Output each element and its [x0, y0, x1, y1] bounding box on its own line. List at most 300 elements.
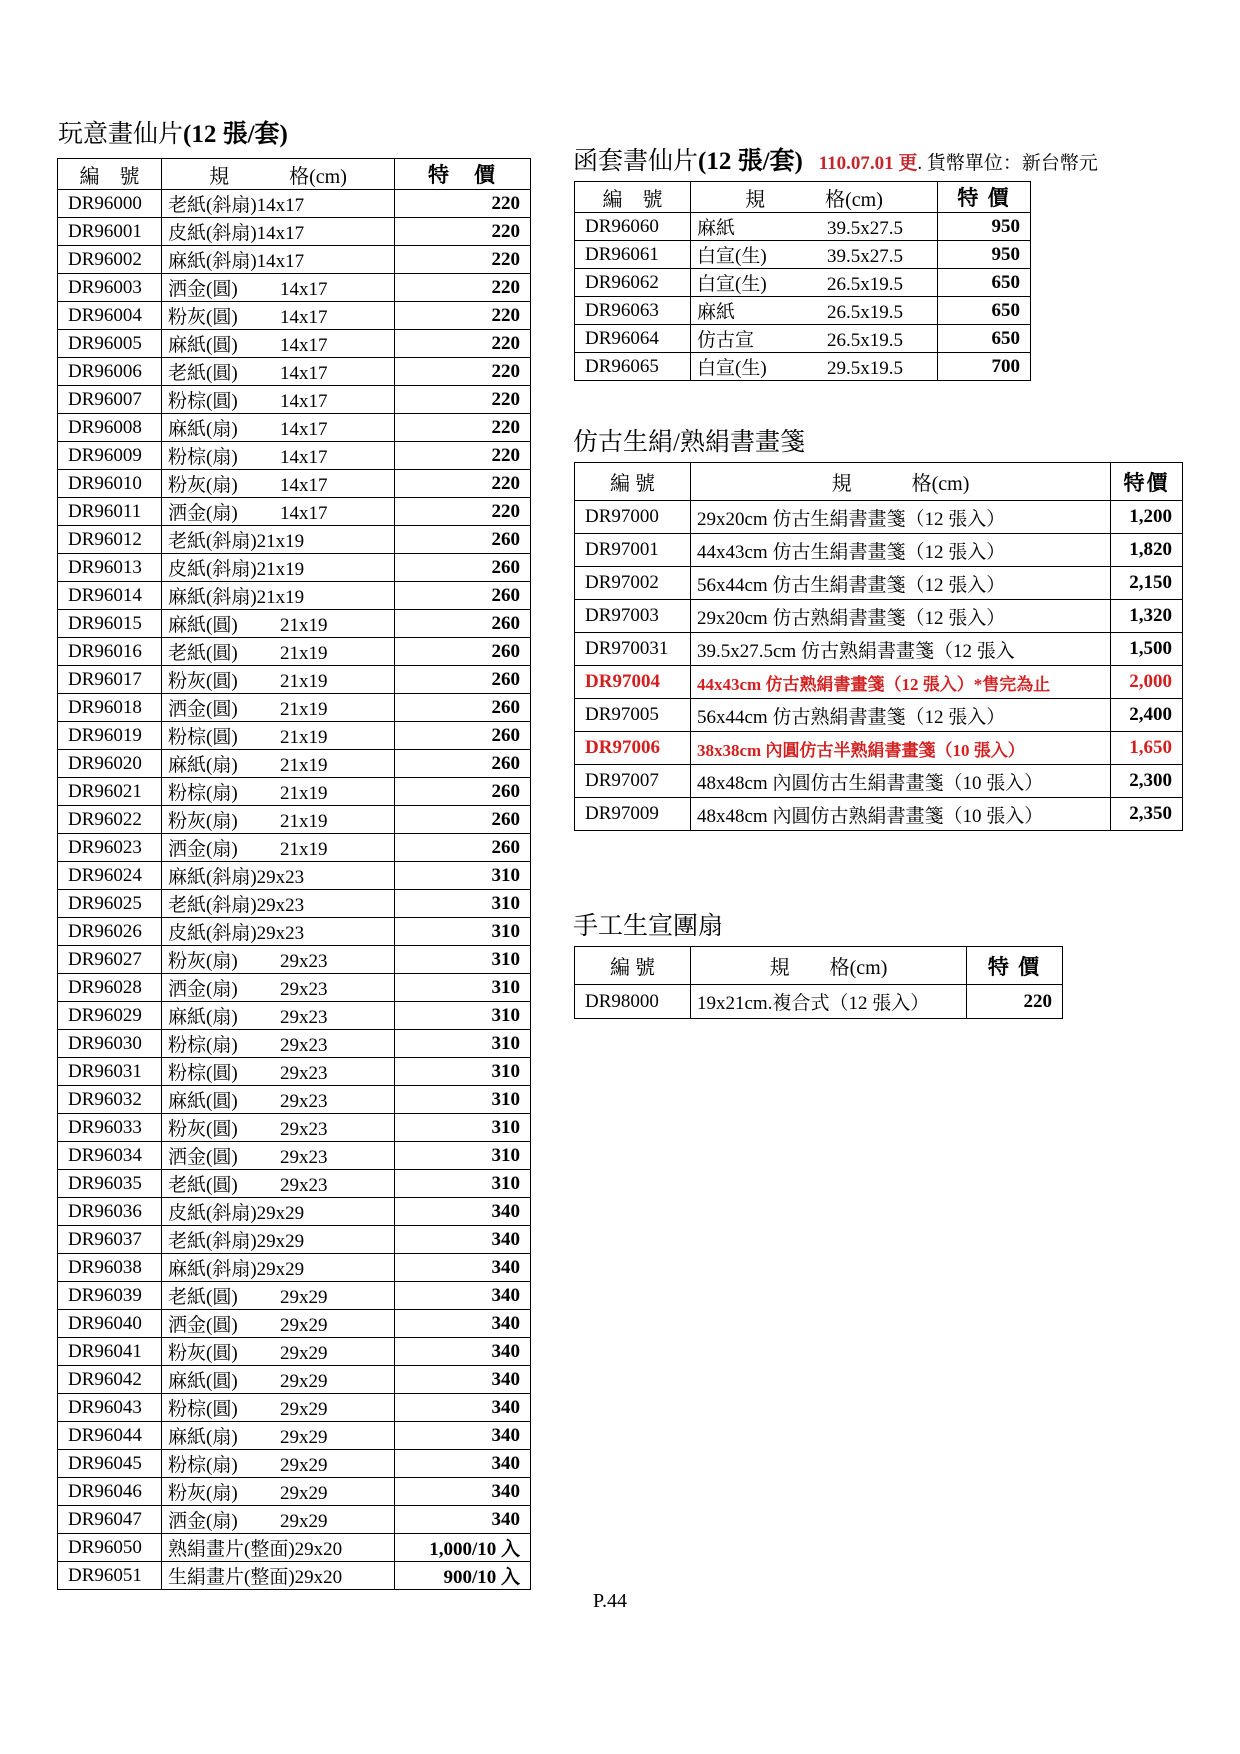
item-code: DR96046	[58, 1478, 162, 1506]
item-material: 粉棕(扇)	[168, 1455, 238, 1476]
item-price: 310	[395, 1114, 531, 1142]
item-spec	[162, 1478, 395, 1506]
item-price: 700	[938, 353, 1031, 381]
item-price: 340	[395, 1226, 531, 1254]
col-header-code: 編 號	[575, 182, 691, 213]
item-price: 900/10 入	[395, 1562, 531, 1590]
item-material: 老紙(圓)	[168, 363, 238, 384]
item-spec	[162, 946, 395, 974]
item-code: DR96025	[58, 890, 162, 918]
item-spec: 29x20cm 仿古生絹書畫箋（12 張入）	[691, 501, 1111, 534]
item-material: 洒金(圓)	[168, 1147, 238, 1168]
item-material: 白宣(生)	[697, 274, 767, 295]
table-row	[58, 1226, 531, 1254]
table-row	[58, 302, 531, 330]
item-code: DR96007	[58, 386, 162, 414]
item-code: DR96012	[58, 526, 162, 554]
item-code: DR970031	[575, 633, 691, 666]
item-price: 340	[395, 1450, 531, 1478]
item-price: 1,320	[1111, 600, 1183, 633]
item-spec	[162, 1310, 395, 1338]
item-code: DR96001	[58, 218, 162, 246]
item-material: 洒金(扇)	[168, 503, 238, 524]
item-size: 29x23	[280, 1147, 328, 1168]
table-row	[575, 269, 1031, 297]
item-code: DR96060	[575, 213, 691, 241]
item-material: 麻紙(扇)	[168, 419, 238, 440]
item-price: 340	[395, 1422, 531, 1450]
item-size: 29x23	[256, 923, 305, 944]
item-code: DR96030	[58, 1030, 162, 1058]
item-price: 650	[938, 325, 1031, 353]
item-size: 29x29	[280, 1315, 328, 1336]
table-row	[58, 666, 531, 694]
item-spec	[691, 353, 938, 381]
item-material: 老紙(斜扇)	[168, 531, 257, 552]
item-price: 950	[938, 241, 1031, 269]
item-code: DR96039	[58, 1282, 162, 1310]
item-price: 2,300	[1111, 765, 1183, 798]
table-row	[58, 1450, 531, 1478]
item-price: 340	[395, 1310, 531, 1338]
item-spec	[162, 1366, 395, 1394]
item-size: 21x19	[280, 783, 328, 804]
item-size: 29x23	[280, 979, 328, 1000]
item-size: 29x23	[280, 1175, 328, 1196]
item-spec	[162, 610, 395, 638]
item-price: 2,350	[1111, 798, 1183, 831]
item-price: 310	[395, 1002, 531, 1030]
item-price: 220	[967, 985, 1063, 1019]
item-spec	[162, 1142, 395, 1170]
table-row	[58, 1562, 531, 1590]
item-code: DR96021	[58, 778, 162, 806]
item-code: DR96016	[58, 638, 162, 666]
table-row	[58, 918, 531, 946]
item-size: 21x19	[280, 615, 328, 636]
item-spec	[691, 269, 938, 297]
item-spec	[162, 1086, 395, 1114]
table-row	[58, 498, 531, 526]
table-row	[575, 633, 1183, 666]
item-material: 麻紙(圓)	[168, 615, 238, 636]
item-material: 粉灰(圓)	[168, 307, 238, 328]
table-row	[575, 534, 1183, 567]
table-row	[58, 274, 531, 302]
item-spec	[691, 325, 938, 353]
section3-title: 仿古生絹/熟絹書畫箋	[573, 429, 805, 456]
item-size: 29x29	[280, 1343, 328, 1364]
item-price: 340	[395, 1282, 531, 1310]
col-header-spec: 規 格(cm)	[162, 159, 395, 190]
item-price: 260	[395, 834, 531, 862]
item-material: 老紙(斜扇)	[168, 195, 257, 216]
item-code: DR96040	[58, 1310, 162, 1338]
table-row	[58, 526, 531, 554]
section4-title: 手工生宣團扇	[573, 913, 724, 940]
table-row	[58, 890, 531, 918]
table-row	[58, 1478, 531, 1506]
item-material: 麻紙(圓)	[168, 1371, 238, 1392]
item-price: 340	[395, 1338, 531, 1366]
item-material: 白宣(生)	[697, 358, 767, 379]
section3-price-table	[574, 462, 1183, 831]
item-material: 粉棕(扇)	[168, 1035, 238, 1056]
item-material: 麻紙	[697, 302, 736, 323]
item-spec	[162, 834, 395, 862]
table-row	[58, 1506, 531, 1534]
item-price: 220	[395, 442, 531, 470]
item-spec	[162, 1562, 395, 1590]
table-row	[58, 1422, 531, 1450]
item-material: 麻紙(扇)	[168, 1007, 238, 1028]
item-size: 29x29	[256, 1231, 305, 1252]
table-row	[58, 1030, 531, 1058]
item-code: DR98000	[575, 985, 691, 1019]
item-material: 麻紙(斜扇)	[168, 1259, 257, 1280]
item-material: 白宣(生)	[697, 246, 767, 267]
table-row	[58, 1534, 531, 1562]
item-spec	[162, 582, 395, 610]
item-price: 1,820	[1111, 534, 1183, 567]
item-material: 粉灰(扇)	[168, 951, 238, 972]
item-size: 29x23	[256, 895, 305, 916]
item-spec	[162, 526, 395, 554]
item-material: 仿古宣	[697, 330, 755, 351]
item-size: 29x23	[256, 867, 305, 888]
table-row	[58, 470, 531, 498]
table-row	[58, 834, 531, 862]
currency-note: . 貨幣單位：新台幣元	[917, 153, 1098, 174]
item-price: 2,150	[1111, 567, 1183, 600]
item-price: 220	[395, 470, 531, 498]
section2-title	[573, 147, 1098, 179]
item-material: 老紙(圓)	[168, 643, 238, 664]
item-material: 粉棕(扇)	[168, 783, 238, 804]
item-code: DR96042	[58, 1366, 162, 1394]
table-row	[58, 638, 531, 666]
item-material: 粉灰(圓)	[168, 1119, 238, 1140]
table-row	[58, 750, 531, 778]
item-spec: 44x43cm 仿古生絹書畫箋（12 張入）	[691, 534, 1111, 567]
item-spec	[162, 722, 395, 750]
item-code: DR96035	[58, 1170, 162, 1198]
item-spec	[691, 241, 938, 269]
item-spec	[162, 498, 395, 526]
item-material: 麻紙(斜扇)	[168, 251, 257, 272]
item-code: DR97000	[575, 501, 691, 534]
item-spec	[162, 442, 395, 470]
item-size: 29x29	[280, 1455, 328, 1476]
item-spec	[162, 1338, 395, 1366]
item-spec	[162, 806, 395, 834]
table-row	[58, 414, 531, 442]
item-size: 21x19	[256, 559, 305, 580]
item-material: 粉灰(扇)	[168, 811, 238, 832]
item-code: DR97002	[575, 567, 691, 600]
item-size: 29x23	[280, 1119, 328, 1140]
item-price: 260	[395, 610, 531, 638]
item-spec	[162, 554, 395, 582]
table-row	[58, 1366, 531, 1394]
item-code: DR96024	[58, 862, 162, 890]
item-spec: 56x44cm 仿古生絹書畫箋（12 張入）	[691, 567, 1111, 600]
col-header-code: 編 號	[575, 463, 691, 501]
col-header-price: 特 價	[938, 182, 1031, 213]
table-row	[58, 1058, 531, 1086]
item-spec	[162, 862, 395, 890]
item-material: 洒金(圓)	[168, 279, 238, 300]
item-spec	[162, 414, 395, 442]
item-material: 粉棕(圓)	[168, 727, 238, 748]
item-spec	[162, 918, 395, 946]
item-price: 340	[395, 1478, 531, 1506]
item-size: 29x29	[256, 1259, 305, 1280]
item-price: 220	[395, 386, 531, 414]
item-code: DR96038	[58, 1254, 162, 1282]
item-code: DR96003	[58, 274, 162, 302]
item-material: 麻紙(圓)	[168, 335, 238, 356]
table-row	[58, 358, 531, 386]
item-spec	[162, 750, 395, 778]
item-material: 老紙(斜扇)	[168, 895, 257, 916]
item-size: 26.5x19.5	[827, 302, 903, 323]
item-spec	[162, 666, 395, 694]
table-row	[575, 732, 1183, 765]
table-row	[575, 699, 1183, 732]
section1-title	[58, 120, 288, 150]
item-material: 粉棕(圓)	[168, 1399, 238, 1420]
item-price: 260	[395, 806, 531, 834]
item-spec	[162, 1282, 395, 1310]
item-price: 310	[395, 1170, 531, 1198]
item-price: 310	[395, 862, 531, 890]
item-code: DR96062	[575, 269, 691, 297]
item-code: DR96023	[58, 834, 162, 862]
item-code: DR96031	[58, 1058, 162, 1086]
item-size: 29x29	[280, 1399, 328, 1420]
item-material: 粉棕(圓)	[168, 1063, 238, 1084]
item-code: DR96050	[58, 1534, 162, 1562]
table-row	[58, 1254, 531, 1282]
item-price: 2,400	[1111, 699, 1183, 732]
item-code: DR96019	[58, 722, 162, 750]
item-size: 29x29	[280, 1483, 328, 1504]
table-row	[58, 806, 531, 834]
item-price: 310	[395, 890, 531, 918]
item-price: 260	[395, 722, 531, 750]
item-material: 麻紙(斜扇)	[168, 587, 257, 608]
item-spec	[162, 302, 395, 330]
item-price: 1,200	[1111, 501, 1183, 534]
item-spec	[162, 358, 395, 386]
item-spec	[162, 330, 395, 358]
item-code: DR96004	[58, 302, 162, 330]
item-size: 29x23	[280, 1007, 328, 1028]
table-row	[575, 325, 1031, 353]
item-code: DR96028	[58, 974, 162, 1002]
item-code: DR96013	[58, 554, 162, 582]
item-spec	[162, 694, 395, 722]
item-price: 220	[395, 190, 531, 218]
item-spec	[162, 1030, 395, 1058]
item-spec	[162, 470, 395, 498]
item-spec: 48x48cm 內圓仿古熟絹書畫箋（10 張入）	[691, 798, 1111, 831]
item-price: 260	[395, 526, 531, 554]
item-price: 220	[395, 302, 531, 330]
item-size: 21x19	[280, 727, 328, 748]
update-date: 110.07.01 更	[818, 153, 918, 174]
item-code: DR96064	[575, 325, 691, 353]
item-size: 29x23	[280, 951, 328, 972]
table-row	[58, 1394, 531, 1422]
table-row	[58, 694, 531, 722]
table-row	[575, 297, 1031, 325]
table-row	[58, 218, 531, 246]
item-code: DR97004	[575, 666, 691, 699]
item-price: 220	[395, 218, 531, 246]
item-code: DR96022	[58, 806, 162, 834]
item-price: 310	[395, 946, 531, 974]
item-spec	[162, 1170, 395, 1198]
table-row	[58, 1310, 531, 1338]
item-spec	[162, 246, 395, 274]
item-spec: 19x21cm.複合式（12 張入）	[691, 985, 967, 1019]
item-material: 老紙(圓)	[168, 1287, 238, 1308]
col-header-spec: 規 格(cm)	[691, 463, 1111, 501]
item-price: 260	[395, 750, 531, 778]
item-material: 粉棕(圓)	[168, 391, 238, 412]
item-code: DR96005	[58, 330, 162, 358]
item-price: 650	[938, 297, 1031, 325]
item-code: DR96061	[575, 241, 691, 269]
item-spec	[162, 1114, 395, 1142]
item-size: 21x19	[280, 755, 328, 776]
item-price: 260	[395, 694, 531, 722]
item-size: 29x29	[280, 1371, 328, 1392]
item-code: DR96018	[58, 694, 162, 722]
item-code: DR96010	[58, 470, 162, 498]
item-code: DR96047	[58, 1506, 162, 1534]
item-material: 粉灰(圓)	[168, 671, 238, 692]
item-size: 29x23	[280, 1091, 328, 1112]
item-price: 310	[395, 918, 531, 946]
item-material: 老紙(斜扇)	[168, 1231, 257, 1252]
item-price: 2,000	[1111, 666, 1183, 699]
col-header-price: 特價	[1111, 463, 1183, 501]
table-row	[58, 1338, 531, 1366]
item-code: DR96034	[58, 1142, 162, 1170]
item-code: DR96051	[58, 1562, 162, 1590]
item-code: DR96045	[58, 1450, 162, 1478]
item-price: 1,500	[1111, 633, 1183, 666]
item-size: 21x19	[280, 643, 328, 664]
item-spec	[691, 297, 938, 325]
table-row	[575, 666, 1183, 699]
item-size: 14x17	[256, 251, 305, 272]
section2-title-text: 函套書仙片	[573, 148, 699, 175]
item-material: 粉灰(圓)	[168, 1343, 238, 1364]
item-code: DR96043	[58, 1394, 162, 1422]
item-size: 29x20	[294, 1539, 343, 1560]
item-price: 260	[395, 778, 531, 806]
item-code: DR96033	[58, 1114, 162, 1142]
table-row	[58, 722, 531, 750]
item-code: DR96014	[58, 582, 162, 610]
item-price: 220	[395, 414, 531, 442]
page-number: P.44	[593, 1590, 627, 1612]
item-size: 29x29	[280, 1427, 328, 1448]
item-code: DR96017	[58, 666, 162, 694]
item-spec	[162, 778, 395, 806]
item-code: DR96029	[58, 1002, 162, 1030]
item-code: DR97003	[575, 600, 691, 633]
table-row	[58, 582, 531, 610]
item-spec	[162, 890, 395, 918]
item-spec	[162, 1002, 395, 1030]
item-material: 麻紙(扇)	[168, 755, 238, 776]
item-code: DR96000	[58, 190, 162, 218]
table-row	[58, 1198, 531, 1226]
item-size: 26.5x19.5	[827, 330, 903, 351]
item-material: 洒金(扇)	[168, 839, 238, 860]
item-material: 粉灰(扇)	[168, 1483, 238, 1504]
table-row	[58, 190, 531, 218]
table-row	[575, 241, 1031, 269]
item-spec	[691, 213, 938, 241]
item-size: 21x19	[280, 671, 328, 692]
item-price: 310	[395, 1058, 531, 1086]
item-size: 14x17	[280, 391, 328, 412]
item-size: 29x29	[256, 1203, 305, 1224]
col-header-spec: 規 格(cm)	[691, 947, 967, 985]
item-price: 1,000/10 入	[395, 1534, 531, 1562]
col-header-code: 編 號	[58, 159, 162, 190]
item-spec: 38x38cm 內圓仿古半熟絹書畫箋（10 張入）	[691, 732, 1111, 765]
item-price: 260	[395, 582, 531, 610]
item-size: 14x17	[280, 447, 328, 468]
item-spec	[162, 1058, 395, 1086]
item-size: 29.5x19.5	[827, 358, 903, 379]
item-size: 14x17	[256, 195, 305, 216]
table-row	[58, 330, 531, 358]
item-spec: 56x44cm 仿古熟絹書畫箋（12 張入）	[691, 699, 1111, 732]
item-code: DR96006	[58, 358, 162, 386]
item-size: 21x19	[256, 587, 305, 608]
item-size: 29x29	[280, 1511, 328, 1532]
item-spec: 29x20cm 仿古熟絹書畫箋（12 張入）	[691, 600, 1111, 633]
item-size: 14x17	[280, 363, 328, 384]
item-material: 麻紙(圓)	[168, 1091, 238, 1112]
item-material: 麻紙(斜扇)	[168, 867, 257, 888]
item-price: 260	[395, 638, 531, 666]
item-price: 650	[938, 269, 1031, 297]
table-row	[58, 246, 531, 274]
item-material: 麻紙	[697, 218, 736, 239]
item-spec: 39.5x27.5cm 仿古熟絹書畫箋（12 張入	[691, 633, 1111, 666]
table-row	[58, 442, 531, 470]
item-code: DR96027	[58, 946, 162, 974]
table-row	[58, 386, 531, 414]
item-spec	[162, 638, 395, 666]
item-price: 220	[395, 358, 531, 386]
item-price: 340	[395, 1506, 531, 1534]
item-price: 340	[395, 1394, 531, 1422]
item-code: DR96032	[58, 1086, 162, 1114]
item-price: 220	[395, 330, 531, 358]
table-row	[58, 1142, 531, 1170]
table-row	[58, 1086, 531, 1114]
